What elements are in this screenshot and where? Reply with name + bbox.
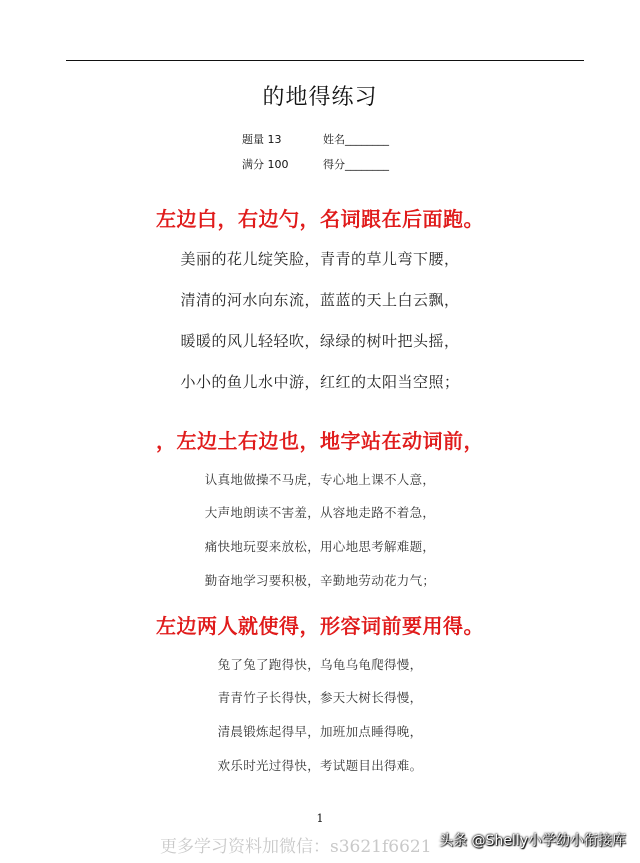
watermark-text: 更多学习资料加微信：s3621f6621 <box>160 837 432 857</box>
section-heading-de: 左边白，右边勺，名词跟在后面跑。 <box>156 207 484 231</box>
verse-line: 勤奋地学习要积极，辛勤地劳动花力气； <box>204 573 436 588</box>
score-field: 得分________ <box>323 158 389 171</box>
page-number: 1 <box>316 812 324 825</box>
verse-line: 清晨锻炼起得早，加班加点睡得晚， <box>217 724 423 739</box>
verse-line: 痛快地玩耍来放松，用心地思考解难题， <box>204 539 436 554</box>
section-heading-de2: 左边两人就使得，形容词前要用得。 <box>156 614 484 638</box>
full-score: 满分 100 <box>242 158 289 171</box>
verse-line: 美丽的花儿绽笑脸，青青的草儿弯下腰， <box>180 250 460 268</box>
verse-line: 欢乐时光过得快，考试题目出得难。 <box>217 758 423 773</box>
verse-line: 兔了兔了跑得快，乌龟乌龟爬得慢， <box>217 657 423 672</box>
section-heading-di: ，左边土右边也，地字站在动词前， <box>156 429 484 453</box>
source-credit: 头条 @Shelly小学幼小衔接库 <box>439 833 626 849</box>
verse-line: 清清的河水向东流，蓝蓝的天上白云飘， <box>180 291 460 309</box>
page-title: 的地得练习 <box>262 85 378 110</box>
top-rule <box>66 60 584 61</box>
verse-line: 认真地做操不马虎，专心地上课不人意， <box>204 472 436 487</box>
verse-line: 青青竹子长得快，参天大树长得慢， <box>217 690 423 705</box>
verse-line: 大声地朗读不害羞，从容地走路不着急， <box>204 505 436 520</box>
verse-line: 暖暖的风儿轻轻吹，绿绿的树叶把头摇， <box>180 332 460 350</box>
name-field: 姓名________ <box>323 133 389 146</box>
question-count: 题量 13 <box>242 133 282 146</box>
verse-line: 小小的鱼儿水中游，红红的太阳当空照； <box>180 373 460 391</box>
